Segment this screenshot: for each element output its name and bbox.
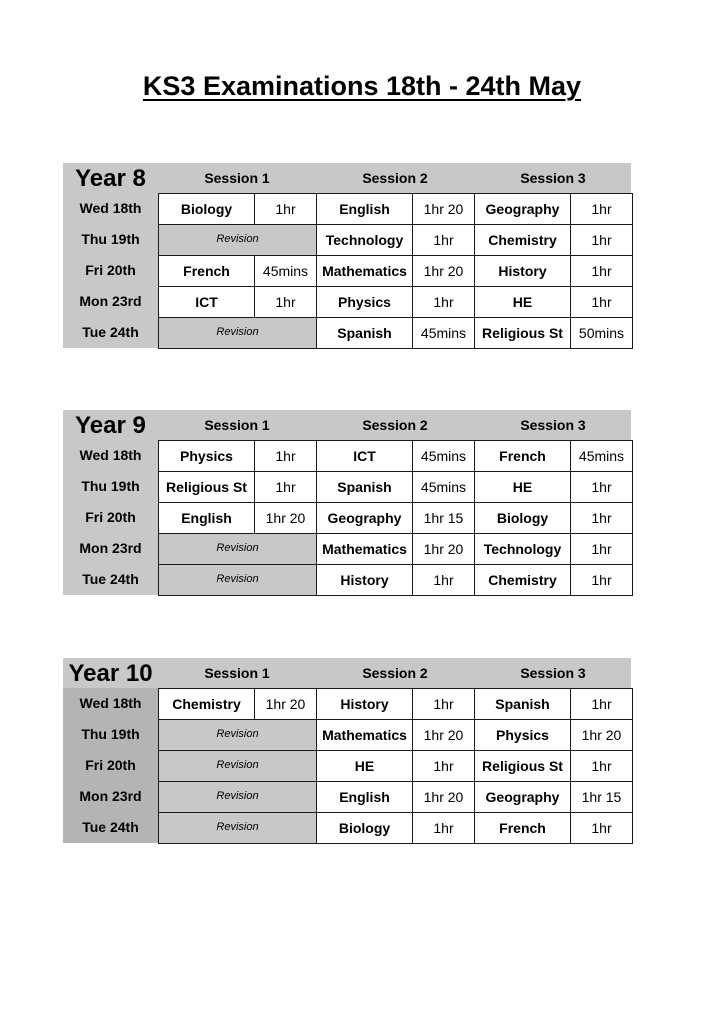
session-header-2: Session 2 (362, 417, 428, 433)
day-label: Fri 20th (63, 502, 158, 533)
page-title (0, 66, 724, 106)
table-header (63, 410, 631, 440)
duration-cell: 1hr (570, 812, 633, 844)
day-label: Wed 18th (63, 688, 158, 719)
subject-cell: Religious St (474, 317, 571, 349)
day-label: Tue 24th (63, 317, 158, 348)
duration-cell: 50mins (570, 317, 633, 349)
subject-cell: Mathematics (316, 719, 413, 751)
subject-cell: English (316, 193, 413, 225)
duration-cell: 1hr (570, 688, 633, 720)
duration-cell: 1hr (254, 193, 317, 225)
subject-cell: Spanish (316, 317, 413, 349)
duration-cell: 1hr 20 (570, 719, 633, 751)
subject-cell: History (316, 688, 413, 720)
subject-cell: Technology (474, 533, 571, 565)
subject-cell: Geography (474, 781, 571, 813)
subject-cell: French (158, 255, 255, 287)
timetable-year-10 (63, 658, 631, 844)
day-label: Tue 24th (63, 812, 158, 843)
revision-cell: Revision (158, 719, 317, 751)
session-header-1: Session 1 (204, 170, 270, 186)
subject-cell: Physics (316, 286, 413, 318)
session-header-2: Session 2 (362, 665, 428, 681)
duration-cell: 1hr 20 (412, 255, 475, 287)
duration-cell: 1hr 20 (254, 502, 317, 534)
subject-cell: Physics (474, 719, 571, 751)
revision-cell: Revision (158, 564, 317, 596)
duration-cell: 1hr 15 (412, 502, 475, 534)
duration-cell: 1hr (570, 502, 633, 534)
subject-cell: HE (474, 286, 571, 318)
duration-cell: 1hr (570, 224, 633, 256)
duration-cell: 1hr (412, 286, 475, 318)
schedule-grid (158, 193, 631, 349)
year-label: Year 9 (75, 412, 146, 439)
subject-cell: Religious St (474, 750, 571, 782)
day-label: Mon 23rd (63, 286, 158, 317)
duration-cell: 1hr (254, 440, 317, 472)
subject-cell: Physics (158, 440, 255, 472)
duration-cell: 45mins (254, 255, 317, 287)
duration-cell: 1hr (412, 564, 475, 596)
duration-cell: 1hr (412, 224, 475, 256)
duration-cell: 45mins (412, 317, 475, 349)
duration-cell: 1hr 20 (412, 193, 475, 225)
table-header (63, 163, 631, 193)
year-label: Year 8 (75, 165, 146, 192)
duration-cell: 1hr (412, 688, 475, 720)
table-header (63, 658, 631, 688)
subject-cell: Chemistry (474, 564, 571, 596)
day-label: Mon 23rd (63, 533, 158, 564)
day-label: Wed 18th (63, 440, 158, 471)
session-header-3: Session 3 (520, 417, 586, 433)
duration-cell: 1hr 20 (412, 781, 475, 813)
duration-cell: 1hr (570, 255, 633, 287)
duration-cell: 1hr (570, 750, 633, 782)
day-label: Wed 18th (63, 193, 158, 224)
subject-cell: Chemistry (158, 688, 255, 720)
revision-cell: Revision (158, 317, 317, 349)
day-label: Fri 20th (63, 750, 158, 781)
duration-cell: 45mins (412, 440, 475, 472)
subject-cell: Biology (316, 812, 413, 844)
subject-cell: Chemistry (474, 224, 571, 256)
page-title-text: KS3 Examinations 18th - 24th May (142, 71, 582, 101)
revision-cell: Revision (158, 224, 317, 256)
subject-cell: Spanish (474, 688, 571, 720)
duration-cell: 1hr 20 (254, 688, 317, 720)
revision-cell: Revision (158, 812, 317, 844)
duration-cell: 45mins (570, 440, 633, 472)
schedule-grid (158, 440, 631, 596)
duration-cell: 1hr 20 (412, 533, 475, 565)
subject-cell: ICT (316, 440, 413, 472)
day-label: Mon 23rd (63, 781, 158, 812)
duration-cell: 1hr (412, 750, 475, 782)
duration-cell: 45mins (412, 471, 475, 503)
subject-cell: History (316, 564, 413, 596)
subject-cell: English (316, 781, 413, 813)
duration-cell: 1hr 20 (412, 719, 475, 751)
session-header-3: Session 3 (520, 170, 586, 186)
duration-cell: 1hr (570, 471, 633, 503)
day-label: Thu 19th (63, 471, 158, 502)
subject-cell: Geography (316, 502, 413, 534)
session-header-2: Session 2 (362, 170, 428, 186)
duration-cell: 1hr (570, 286, 633, 318)
subject-cell: Geography (474, 193, 571, 225)
duration-cell: 1hr 15 (570, 781, 633, 813)
day-label: Tue 24th (63, 564, 158, 595)
subject-cell: French (474, 812, 571, 844)
subject-cell: Spanish (316, 471, 413, 503)
duration-cell: 1hr (254, 286, 317, 318)
revision-cell: Revision (158, 533, 317, 565)
subject-cell: History (474, 255, 571, 287)
session-header-1: Session 1 (204, 417, 270, 433)
day-label: Thu 19th (63, 224, 158, 255)
subject-cell: Biology (474, 502, 571, 534)
duration-cell: 1hr (412, 812, 475, 844)
subject-cell: ICT (158, 286, 255, 318)
year-label: Year 10 (68, 660, 153, 687)
timetable-year-8 (63, 163, 631, 349)
duration-cell: 1hr (570, 533, 633, 565)
subject-cell: Mathematics (316, 533, 413, 565)
day-label: Thu 19th (63, 719, 158, 750)
day-label: Fri 20th (63, 255, 158, 286)
session-header-1: Session 1 (204, 665, 270, 681)
subject-cell: Biology (158, 193, 255, 225)
revision-cell: Revision (158, 781, 317, 813)
subject-cell: Mathematics (316, 255, 413, 287)
duration-cell: 1hr (570, 564, 633, 596)
schedule-grid (158, 688, 631, 844)
subject-cell: Religious St (158, 471, 255, 503)
subject-cell: Technology (316, 224, 413, 256)
subject-cell: HE (316, 750, 413, 782)
revision-cell: Revision (158, 750, 317, 782)
subject-cell: English (158, 502, 255, 534)
subject-cell: French (474, 440, 571, 472)
timetable-year-9 (63, 410, 631, 596)
duration-cell: 1hr (254, 471, 317, 503)
session-header-3: Session 3 (520, 665, 586, 681)
subject-cell: HE (474, 471, 571, 503)
duration-cell: 1hr (570, 193, 633, 225)
